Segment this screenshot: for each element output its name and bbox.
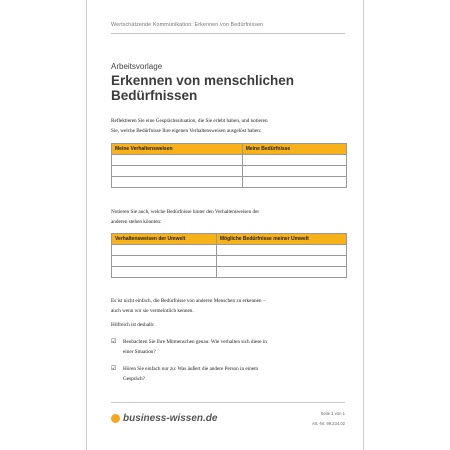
header-divider	[111, 33, 345, 34]
intro-paragraph	[111, 117, 268, 136]
title-line-2: Bedürfnissen	[111, 88, 198, 103]
table1-header-2: Meine Bedürfnisse	[242, 144, 346, 155]
table-cell[interactable]	[216, 267, 346, 278]
table-cell[interactable]	[242, 166, 346, 177]
table-others-behaviour	[111, 233, 347, 278]
logo-dot-icon	[111, 414, 120, 423]
table-cell[interactable]	[216, 256, 346, 267]
checkbox-icon[interactable]: ☑	[111, 366, 117, 372]
table-row	[112, 155, 347, 166]
table2-header-1: Verhaltensweisen der Umwelt	[112, 234, 217, 245]
para-others	[111, 208, 259, 227]
table-row	[112, 177, 347, 188]
running-header: Wertschätzende Kommunikation: Erkennen von Bedürfnissen	[111, 22, 264, 28]
table-cell[interactable]	[112, 267, 217, 278]
para2-line-1: Notieren Sie auch, welche Bedürfnisse hinter den Verhaltensweisen der	[111, 209, 260, 215]
table2-header-2: Mögliche Bedürfnisse meiner Umwelt	[216, 234, 346, 245]
para-difficulty	[111, 297, 265, 316]
table1-header-1: Meine Verhaltensweisen	[112, 144, 243, 155]
checklist-item-1-line-1: Beobachten Sie Ihre Mitmenschen genau: Wie verhalten sich diese in	[123, 339, 267, 345]
document-title	[111, 73, 294, 103]
checklist-item-2-line-2: Gespräch?	[123, 375, 145, 382]
footer-divider	[111, 402, 345, 403]
document-page	[86, 0, 364, 450]
checkbox-icon[interactable]: ☑	[111, 339, 117, 345]
para2-line-2: anderen stehen könnten:	[111, 218, 162, 225]
table-cell[interactable]	[216, 245, 346, 256]
intro-line-1: Reflektieren Sie eine Gesprächssituation, die Sie erlebt haben, und notieren	[111, 118, 268, 124]
table-cell[interactable]	[112, 155, 243, 166]
para-helpful: Hilfreich ist deshalb:	[111, 322, 155, 328]
checklist-item-1-line-2: einer Situation?	[123, 348, 156, 355]
table-cell[interactable]	[242, 155, 346, 166]
para3-line-2: auch wenn wir sie vermeintlich kennen.	[111, 307, 194, 314]
checklist-item-2-line-1: Hören Sie einfach nur zu: Was äußert die andere Person in einem	[123, 366, 259, 372]
brand-logo	[111, 413, 217, 424]
table-cell[interactable]	[112, 166, 243, 177]
table-cell[interactable]	[242, 177, 346, 188]
table-cell[interactable]	[112, 177, 243, 188]
table-row	[112, 256, 347, 267]
table-cell[interactable]	[112, 256, 217, 267]
para3-line-1: Es ist nicht einfach, die Bedürfnisse von anderen Menschen zu erkennen –	[111, 298, 266, 304]
table-row	[112, 267, 347, 278]
table-cell[interactable]	[112, 245, 217, 256]
document-subtitle: Arbeitsvorlage	[111, 62, 163, 71]
page-number: Seite 1 von 1	[320, 411, 345, 416]
title-line-1: Erkennen von menschlichen	[111, 73, 295, 88]
logo-text: business-wissen.de	[123, 413, 218, 424]
checklist-item-1	[123, 338, 267, 357]
checklist-item-2	[123, 365, 258, 384]
intro-line-2: Sie, welche Bedürfnisse Ihre eigenen Verhaltensweisen ausgelöst haben:	[111, 127, 262, 134]
table-row	[112, 245, 347, 256]
table-row	[112, 166, 347, 177]
article-number: Art.-Nr. 99.234.02	[311, 421, 345, 426]
table-own-behaviour	[111, 143, 347, 188]
